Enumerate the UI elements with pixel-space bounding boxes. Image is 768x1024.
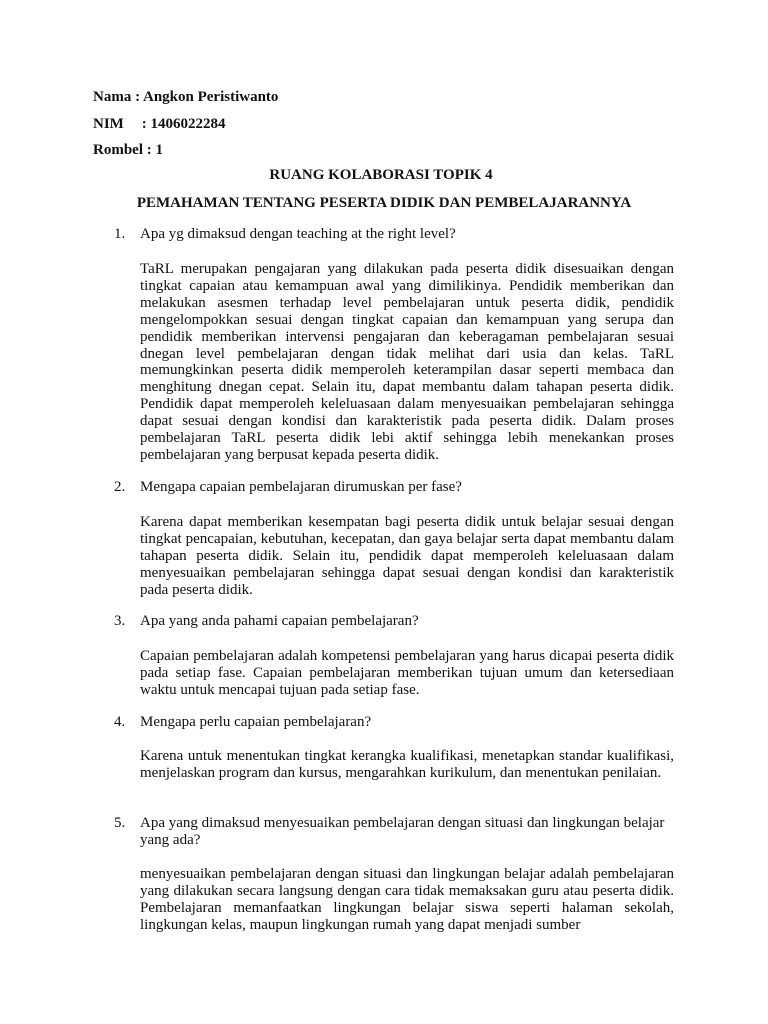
- question-text: Apa yg dimaksud dengan teaching at the right level?: [140, 226, 456, 242]
- qa-item: [114, 226, 674, 464]
- question-number: 1.: [114, 226, 126, 242]
- answer-text: TaRL merupakan pengajaran yang dilakukan pada peserta didik disesuaikan dengan tingkat capaian atau kemampuan awal yang dimilikinya. Pendidik memberikan dan melakukan asesmen terhadap level pembelajaran untuk peserta didik, pendidik mengelompokkan sesuai dengan tingkat capaian dan kemampuan yang serupa dan pendidik memberikan intervensi pengajaran dan keberagaman pembelajaran sesuai dnegan level pembelajaran dengan tidak melihat dari usia dan kelas. TaRL memungkinkan peserta didik memperoleh keterampilan dasar seperti membaca dan menghitung dnegan cepat. Selain itu, dapat membantu dalam tahapan peserta didik. Pendidik dapat memperoleh keleluasaan dalam menyesuaikan pembelajaran sehingga dapat sesuai dengan kondisi dan karakteristik pada peserta didik. Dalam proses pembelajaran TaRL peserta didik lebi aktif sehingga lebih menekankan proses pembelajaran yang berpusat kepada peserta didik.: [140, 261, 674, 463]
- qa-item: [114, 815, 674, 934]
- nim-line: [93, 114, 693, 141]
- answer-text: Karena dapat memberikan kesempatan bagi peserta didik untuk belajar sesuai dengan tingkat pencapaian, kebutuhan, kecepatan, dan gaya belajar serta dapat membantu dalam tahapan peserta didik. Selain itu, pendidik dapat memperoleh keleluasaan dalam menyesuaikan pembelajaran sehingga dapat sesuai dengan kondisi dan karakteristik pada peserta didik.: [140, 514, 674, 598]
- rombel-value: : 1: [146, 142, 163, 158]
- question-text: Mengapa perlu capaian pembelajaran?: [140, 714, 372, 730]
- question: [114, 226, 674, 243]
- name-line: [93, 87, 693, 114]
- rombel-label: Rombel: [93, 142, 143, 158]
- question: [114, 714, 674, 731]
- question: [114, 479, 674, 496]
- document-subtitle: PEMAHAMAN TENTANG PESERTA DIDIK DAN PEMBELAJARANNYA: [136, 195, 632, 211]
- question-number: 2.: [114, 479, 126, 495]
- document-title: RUANG KOLABORASI TOPIK 4: [269, 167, 493, 183]
- name-label: Nama: [93, 89, 132, 105]
- qa-item: [114, 479, 674, 599]
- answer-text: menyesuaikan pembelajaran dengan situasi dan lingkungan belajar adalah pembelajaran yang dilakukan secara langsung dengan cara tidak memaksakan guru atau peserta didik. Pembelajaran memanfaatkan lingkungan belajar siswa seperti halaman sekolah, lingkungan kelas, maupun lingkungan rumah yang dapat menjadi sumber: [140, 866, 674, 933]
- student-info: [93, 87, 693, 167]
- question: [114, 613, 674, 630]
- question-text: Mengapa capaian pembelajaran dirumuskan per fase?: [140, 479, 462, 495]
- question-number: 3.: [114, 613, 126, 629]
- name-value: : Angkon Peristiwanto: [135, 89, 279, 105]
- qa-item: [114, 613, 674, 699]
- nim-value: : 1406022284: [141, 115, 226, 132]
- question-text: Apa yang anda pahami capaian pembelajaran?: [140, 613, 419, 629]
- question-number: 4.: [114, 714, 126, 730]
- qa-item: [114, 714, 674, 782]
- answer-text: Capaian pembelajaran adalah kompetensi pembelajaran yang harus dicapai peserta didik pada setiap fase. Capaian pembelajaran memberikan tujuan umum dan ketersediaan waktu untuk mencapai tujuan pada setiap fase.: [140, 648, 674, 698]
- question: [114, 815, 674, 849]
- question-number: 5.: [114, 815, 126, 831]
- answer-text: Karena untuk menentukan tingkat kerangka kualifikasi, menetapkan standar kualifikasi, menjelaskan program dan kursus, mengarahkan kurikulum, dan menentukan penilaian.: [140, 748, 674, 781]
- nim-label: NIM: [93, 115, 124, 132]
- rombel-line: [93, 140, 693, 167]
- question-text: Apa yang dimaksud menyesuaikan pembelajaran dengan situasi dan lingkungan belajar yang ada?: [140, 815, 665, 848]
